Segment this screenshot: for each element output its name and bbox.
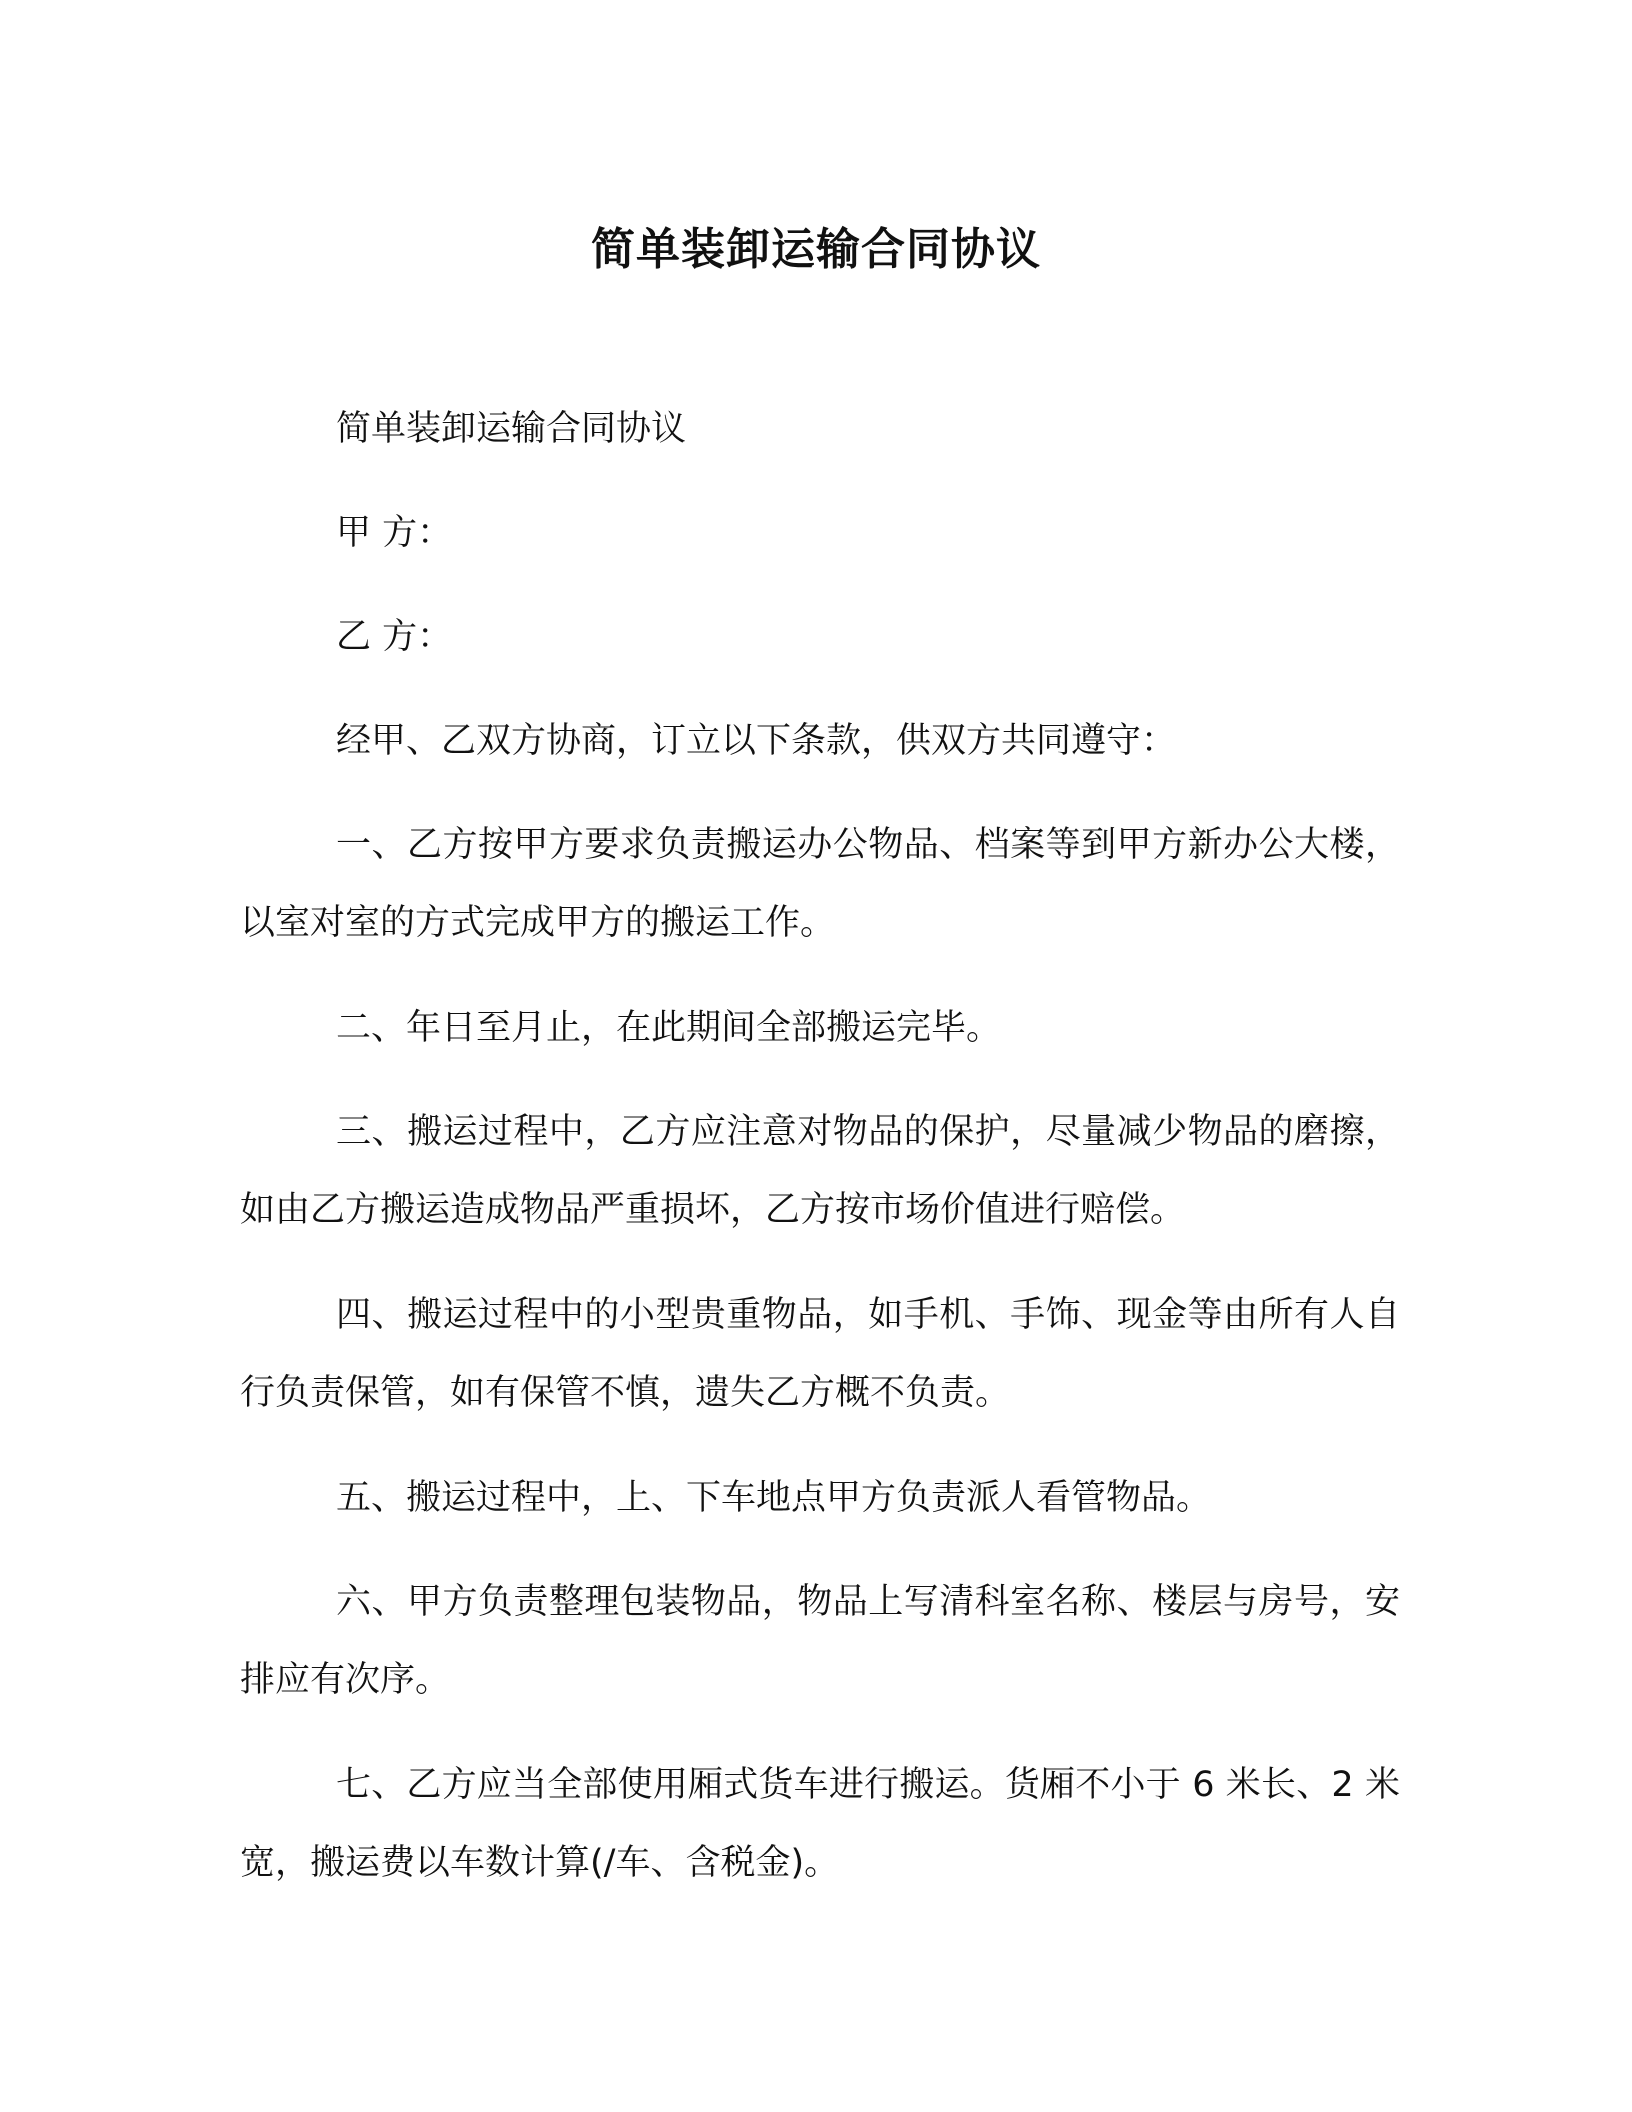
paragraph-preamble: 经甲、乙双方协商，订立以下条款，供双方共同遵守： — [336, 721, 1177, 761]
paragraph-party-b: 乙 方： — [336, 617, 453, 657]
paragraph-heading: 简单装卸运输合同协议 — [336, 409, 687, 449]
paragraph-clause-3: 三、搬运过程中，乙方应注意对物品的保护，尽量减少物品的磨擦，如由乙方搬运造成物品严重损坏，乙方按市场价值进行赔偿。 — [240, 1112, 1400, 1230]
paragraph-party-a: 甲 方： — [336, 513, 453, 553]
paragraph-clause-7: 七、乙方应当全部使用厢式货车进行搬运。货厢不小于 6 米长、2 米宽，搬运费以车数计算(/车、含税金)。 — [240, 1765, 1400, 1883]
paragraph-clause-6: 六、甲方负责整理包装物品，物品上写清科室名称、楼层与房号，安排应有次序。 — [240, 1582, 1400, 1700]
document-title: 简单装卸运输合同协议 — [591, 224, 1041, 275]
paragraph-clause-2: 二、年日至月止，在此期间全部搬运完毕。 — [336, 1008, 1002, 1048]
paragraph-clause-1: 一、乙方按甲方要求负责搬运办公物品、档案等到甲方新办公大楼，以室对室的方式完成甲方的搬运工作。 — [240, 825, 1400, 943]
paragraph-clause-4: 四、搬运过程中的小型贵重物品，如手机、手饰、现金等由所有人自行负责保管，如有保管不慎，遗失乙方概不负责。 — [240, 1295, 1400, 1413]
document-body — [240, 390, 1400, 1929]
paragraph-clause-5: 五、搬运过程中，上、下车地点甲方负责派人看管物品。 — [336, 1478, 1212, 1518]
